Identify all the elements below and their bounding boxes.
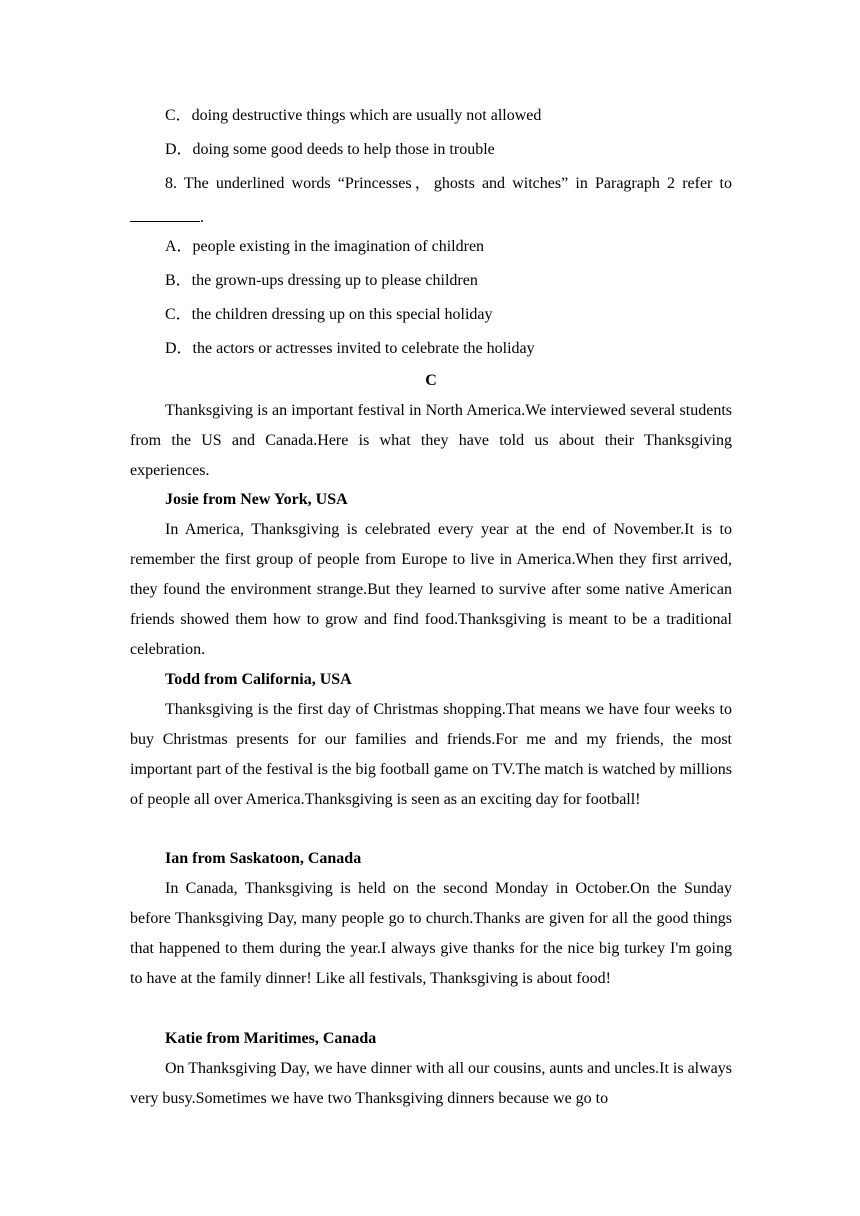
speaker-name: Katie from Maritimes, Canada [165,1030,377,1047]
q8-answer-blank [130,207,204,228]
speaker-paragraph: In Canada, Thanksgiving is held on the second Monday in October.On the Sunday before Thanksgiving Day, many people go to church.Thanks are given for all the good things that happened to them during the year.I always give thanks for the nice big turkey I'm going to have at the family dinner! Like all festivals, Thanksgiving is about food! [130,880,732,987]
speaker-paragraph: Thanksgiving is the first day of Christmas shopping.That means we have four weeks to buy Christmas presents for our families and friends.For me and my friends, the most important part of the festival is the big football game on TV.The match is watched by millions of people all over America.Thanksgiving is seen as an exciting day for football! [130,701,732,808]
speaker-paragraph: On Thanksgiving Day, we have dinner with all our cousins, aunts and uncles.It is always very busy.Sometimes we have two Thanksgiving dinners because we go to [130,1060,732,1107]
q8-option-d: D．the actors or actresses invited to celebrate the holiday [165,340,535,357]
q8-option-b: B．the grown-ups dressing up to please children [165,272,478,289]
speaker-name: Ian from Saskatoon, Canada [165,850,362,867]
speaker-name: Todd from California, USA [165,671,352,688]
blank-tail: . [200,209,204,226]
q8-stem: 8. The underlined words “Princesses，ghosts and witches” in Paragraph 2 refer to [165,175,732,192]
q7-option-c: C．doing destructive things which are usually not allowed [165,107,542,124]
q7-option-d: D．doing some good deeds to help those in trouble [165,141,495,158]
speaker-paragraph: In America, Thanksgiving is celebrated every year at the end of November.It is to remember the first group of people from Europe to live in America.When they first arrived, they found the environment strange.But they learned to survive after some native American friends showed them how to grow and find food.Thanksgiving is meant to be a traditional celebration. [130,521,732,658]
intro-paragraph: Thanksgiving is an important festival in North America.We interviewed several students from the US and Canada.Here is what they have told us about their Thanksgiving experiences. [130,402,732,479]
speaker-name: Josie from New York, USA [165,491,348,508]
section-heading: C [425,372,437,389]
q8-option-a: A．people existing in the imagination of children [165,238,485,255]
blank-line [130,207,200,222]
q8-option-c: C．the children dressing up on this special holiday [165,306,493,323]
